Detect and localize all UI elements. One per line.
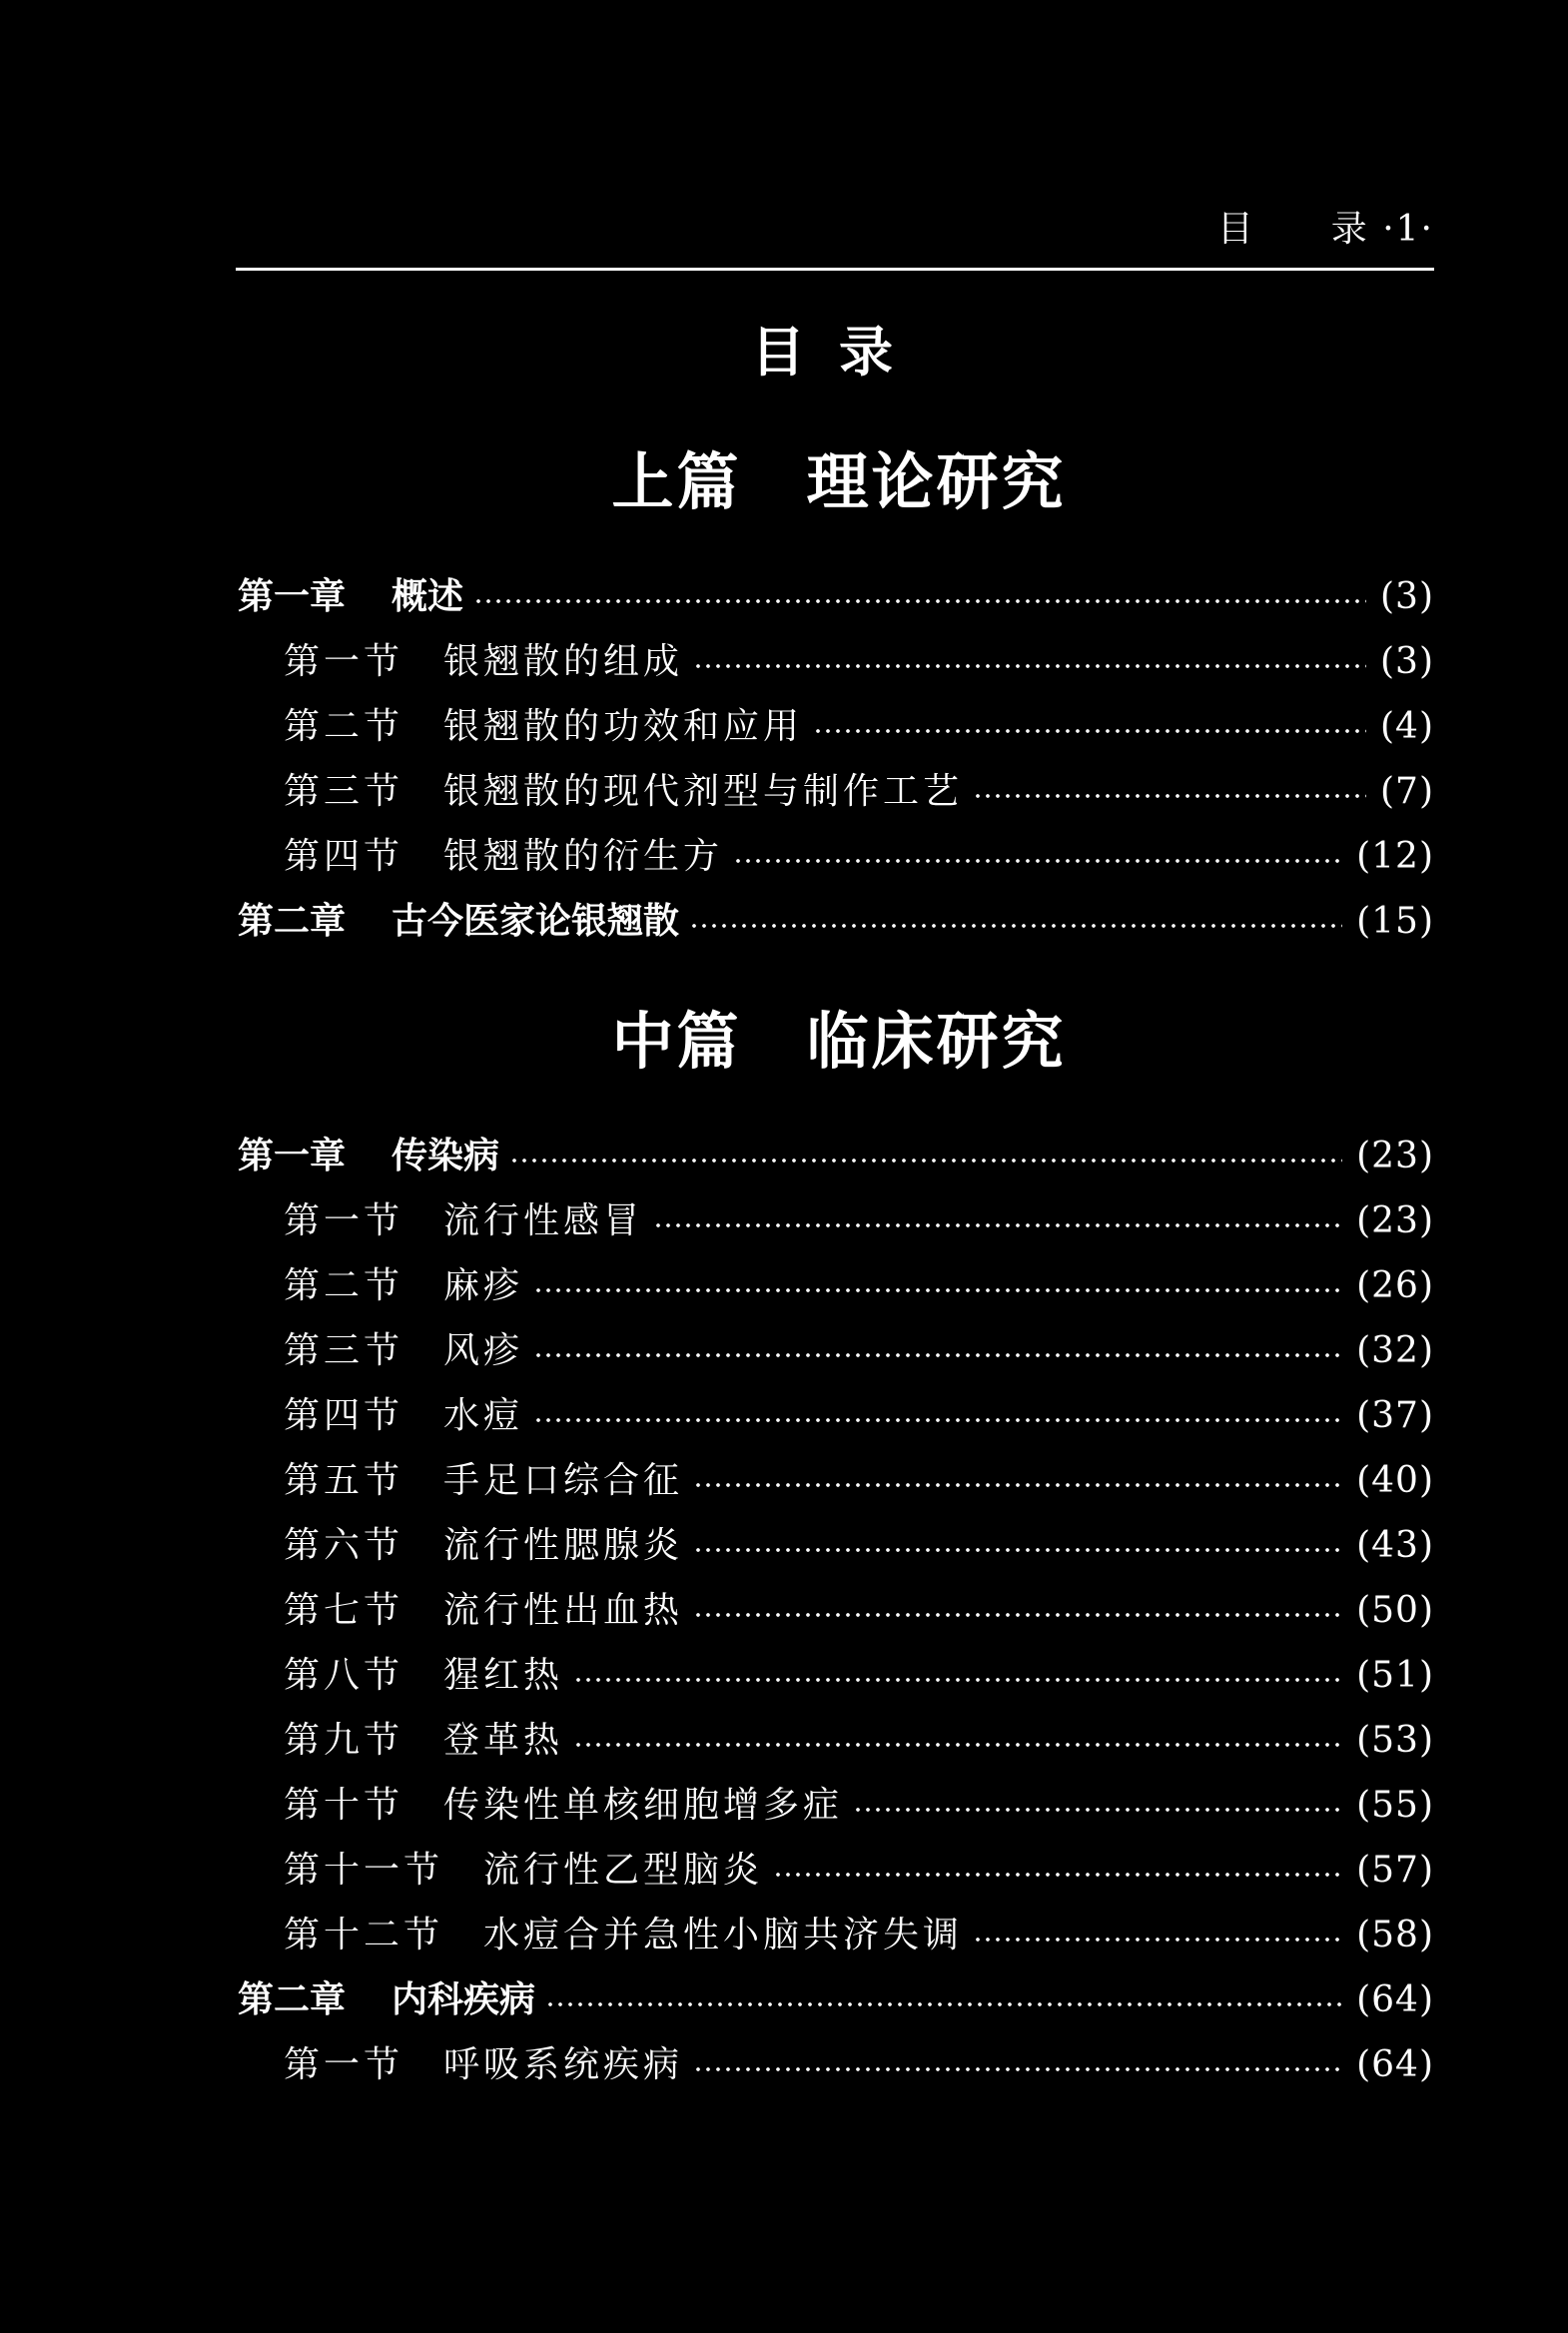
section-number: 第七节: [284, 1590, 404, 1631]
section-title: 登革热: [443, 1720, 564, 1761]
page-number: (64): [1356, 1979, 1434, 2020]
chapter-title: 内科疾病: [392, 1979, 536, 2020]
page-number: (40): [1356, 1460, 1434, 1501]
page-number: (12): [1356, 836, 1434, 877]
section-title: 猩红热: [443, 1655, 564, 1696]
section-number: 第一节: [284, 2044, 404, 2085]
section-title: 呼吸系统疾病: [443, 2044, 684, 2085]
page-number: (26): [1356, 1265, 1434, 1306]
page-number: (23): [1356, 1136, 1434, 1176]
part-title-middle: 中篇 临床研究: [611, 1005, 1067, 1078]
section-number: 第十二节: [284, 1915, 444, 1955]
page-number: (55): [1356, 1785, 1434, 1826]
dot-leader: [853, 1807, 1342, 1813]
section-title: 银翘散的功效和应用: [443, 706, 804, 747]
section-number: 第二节: [284, 706, 404, 747]
toc-section-entry[interactable]: [284, 1648, 1434, 1704]
toc-chapter-entry[interactable]: [238, 894, 1434, 950]
section-title: 风疹: [443, 1330, 524, 1371]
dot-leader: [693, 663, 1366, 669]
section-number: 第三节: [284, 771, 404, 812]
chapter-number: 第二章: [238, 1979, 347, 2020]
page-number: (51): [1356, 1655, 1434, 1696]
toc-section-entry[interactable]: [284, 2037, 1434, 2093]
page-number: (3): [1380, 576, 1434, 617]
toc-section-entry[interactable]: [284, 1908, 1434, 1963]
page-number: (23): [1356, 1200, 1434, 1241]
page-number: (4): [1380, 706, 1434, 747]
toc-section-entry[interactable]: [284, 1518, 1434, 1574]
toc-section-entry[interactable]: [284, 1713, 1434, 1769]
chapter-title: 传染病: [392, 1136, 500, 1176]
dot-leader: [509, 1158, 1342, 1164]
page-number: (15): [1356, 901, 1434, 942]
dot-leader: [693, 1612, 1342, 1618]
section-number: 第十一节: [284, 1850, 444, 1891]
section-number: 第一节: [284, 1200, 404, 1241]
toc-section-entry[interactable]: [284, 1778, 1434, 1834]
section-title: 流行性感冒: [443, 1200, 644, 1241]
dot-leader: [693, 1482, 1342, 1488]
section-title: 银翘散的衍生方: [443, 836, 724, 877]
toc-title: 目录: [751, 321, 927, 384]
toc-section-entry[interactable]: [284, 1193, 1434, 1249]
toc-section-entry[interactable]: [284, 699, 1434, 755]
page-number: (50): [1356, 1590, 1434, 1631]
chapter-title: 古今医家论银翘散: [392, 901, 680, 942]
chapter-number: 第一章: [238, 576, 347, 617]
page-number: (7): [1380, 771, 1434, 812]
dot-leader: [533, 1287, 1342, 1293]
dot-leader: [473, 598, 1366, 604]
section-number: 第三节: [284, 1330, 404, 1371]
section-title: 银翘散的组成: [443, 641, 684, 682]
section-title: 麻疹: [443, 1265, 524, 1306]
section-title: 水痘: [443, 1395, 524, 1436]
dot-leader: [733, 858, 1342, 864]
chapter-number: 第一章: [238, 1136, 347, 1176]
dot-leader: [573, 1677, 1342, 1683]
page-number: (3): [1380, 641, 1434, 682]
dot-leader: [653, 1222, 1342, 1228]
page-number: (37): [1356, 1395, 1434, 1436]
dot-leader: [773, 1872, 1342, 1878]
page-number: (64): [1356, 2044, 1434, 2085]
dot-leader: [973, 793, 1366, 799]
part-title-upper: 上篇 理论研究: [611, 445, 1067, 518]
toc-section-entry[interactable]: [284, 829, 1434, 885]
section-number: 第八节: [284, 1655, 404, 1696]
dot-leader: [813, 728, 1366, 734]
dot-leader: [533, 1417, 1342, 1423]
dot-leader: [533, 1352, 1342, 1358]
chapter-title: 概述: [392, 576, 464, 617]
page-number: (32): [1356, 1330, 1434, 1371]
dot-leader: [573, 1742, 1342, 1748]
dot-leader: [545, 2001, 1342, 2007]
toc-chapter-entry[interactable]: [238, 1972, 1434, 2028]
section-number: 第九节: [284, 1720, 404, 1761]
section-number: 第二节: [284, 1265, 404, 1306]
toc-section-entry[interactable]: [284, 1453, 1434, 1509]
running-head: 目 录 ·1·: [1216, 209, 1434, 250]
section-title: 水痘合并急性小脑共济失调: [483, 1915, 964, 1955]
dot-leader: [689, 923, 1342, 929]
section-number: 第一节: [284, 641, 404, 682]
toc-section-entry[interactable]: [284, 1258, 1434, 1314]
toc-section-entry[interactable]: [284, 1843, 1434, 1899]
header-rule: [236, 268, 1434, 271]
page-number: (57): [1356, 1850, 1434, 1891]
section-title: 流行性乙型脑炎: [483, 1850, 764, 1891]
toc-section-entry[interactable]: [284, 1388, 1434, 1444]
section-number: 第五节: [284, 1460, 404, 1501]
page-number: (58): [1356, 1915, 1434, 1955]
toc-section-entry[interactable]: [284, 634, 1434, 690]
toc-section-entry[interactable]: [284, 764, 1434, 820]
section-title: 流行性出血热: [443, 1590, 684, 1631]
dot-leader: [693, 1547, 1342, 1553]
toc-chapter-entry[interactable]: [238, 1129, 1434, 1184]
toc-section-entry[interactable]: [284, 1323, 1434, 1379]
dot-leader: [693, 2066, 1342, 2072]
section-title: 传染性单核细胞增多症: [443, 1785, 844, 1826]
dot-leader: [973, 1937, 1342, 1943]
toc-chapter-entry[interactable]: [238, 569, 1434, 625]
section-number: 第十节: [284, 1785, 404, 1826]
chapter-number: 第二章: [238, 901, 347, 942]
page-number: (43): [1356, 1525, 1434, 1566]
section-number: 第四节: [284, 1395, 404, 1436]
section-title: 流行性腮腺炎: [443, 1525, 684, 1566]
section-number: 第六节: [284, 1525, 404, 1566]
page-number: (53): [1356, 1720, 1434, 1761]
section-title: 银翘散的现代剂型与制作工艺: [443, 771, 964, 812]
section-title: 手足口综合征: [443, 1460, 684, 1501]
toc-section-entry[interactable]: [284, 1583, 1434, 1639]
section-number: 第四节: [284, 836, 404, 877]
